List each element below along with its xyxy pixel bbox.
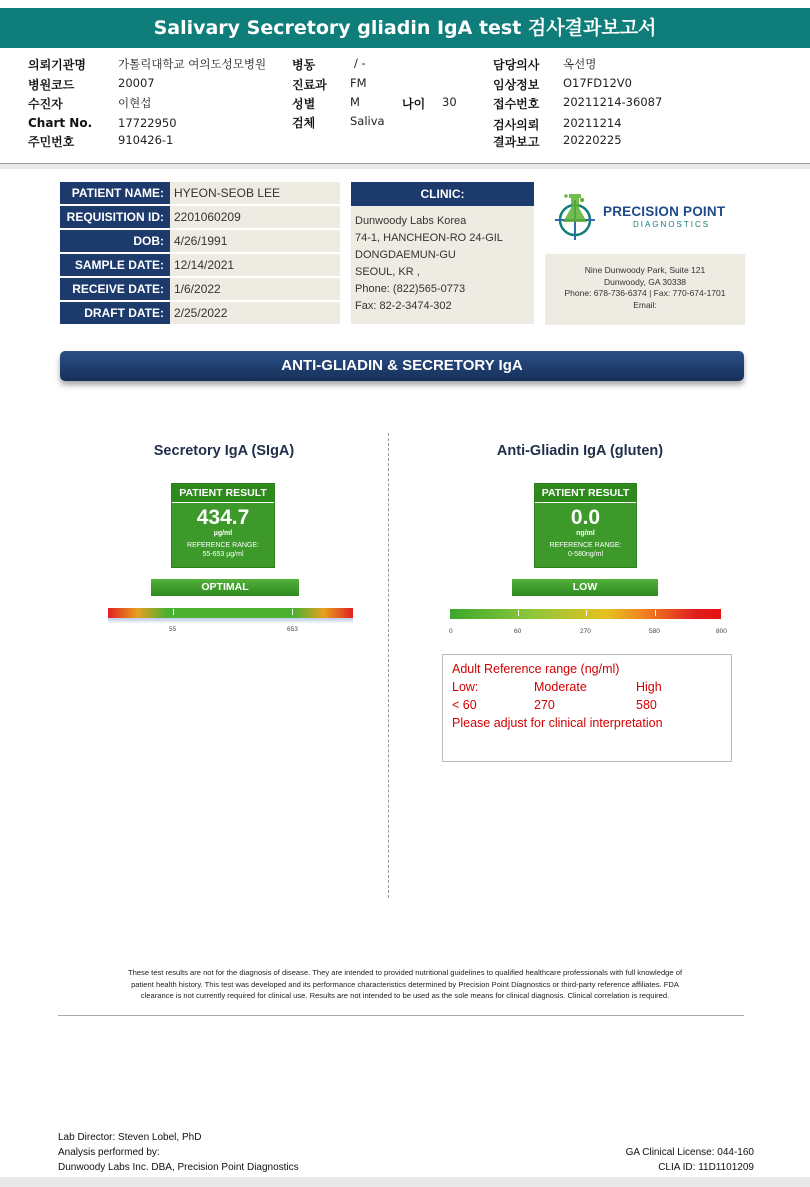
footer-left	[58, 1130, 299, 1175]
siga-result-box	[171, 483, 275, 568]
patient-name-label: PATIENT NAME:	[60, 182, 170, 204]
reference-cell: High	[636, 680, 662, 694]
column-divider	[388, 433, 389, 898]
header-value: 이현섭	[118, 96, 152, 110]
clinic-line: Phone: (822)565-0773	[355, 283, 466, 295]
header-value: O17FD12V0	[563, 76, 632, 90]
tick-mark	[655, 610, 656, 616]
tick-label: 60	[514, 628, 522, 635]
lab-company: Dunwoody Labs Inc. DBA, Precision Point Diagnostics	[58, 1162, 299, 1173]
header-label: 진료과	[292, 78, 327, 92]
header-label: 주민번호	[28, 135, 75, 149]
header-label: 병원코드	[28, 78, 75, 92]
report-title: Salivary Secretory gliadin IgA test 검사결과보고서	[0, 8, 810, 48]
header-label: 수진자	[28, 97, 63, 111]
tick-label: 800	[716, 628, 727, 635]
tick-label: 653	[287, 626, 298, 633]
reference-range-label: REFERENCE RANGE:	[187, 542, 259, 549]
reference-range-label: REFERENCE RANGE:	[549, 542, 622, 549]
gliadin-result-value: 0.0	[570, 506, 601, 529]
header-value: 910426-1	[118, 133, 174, 147]
tick-label: 55	[169, 626, 177, 633]
tick-mark	[586, 610, 587, 616]
analysis-label: Analysis performed by:	[58, 1147, 160, 1158]
gliadin-result-box	[534, 483, 637, 568]
age-value: 30	[442, 95, 457, 109]
requisition-id-label: REQUISITION ID:	[60, 206, 170, 228]
header-value: 20220225	[563, 133, 622, 147]
siga-status-tag: OPTIMAL	[151, 579, 299, 596]
reference-cell: 270	[534, 698, 555, 712]
footer-right	[560, 1145, 754, 1175]
reference-cell: 580	[636, 698, 657, 712]
gliadin-status-tag: LOW	[512, 579, 658, 596]
header-shadow	[0, 164, 810, 169]
reference-cell: < 60	[452, 698, 477, 712]
receive-date-label: RECEIVE DATE:	[60, 278, 170, 300]
lab-logo-sub: DIAGNOSTICS	[632, 220, 711, 229]
header-value: 가톨릭대학교 여의도성모병원	[118, 57, 267, 71]
result-unit: µg/ml	[213, 530, 233, 537]
header-label: 의뢰기관명	[28, 58, 86, 72]
header-label: Chart No.	[28, 116, 93, 130]
reference-cell: Moderate	[534, 680, 587, 694]
tick-mark	[292, 609, 293, 615]
lab-address-line: Nine Dunwoody Park, Suite 121	[584, 265, 706, 275]
tick-mark	[173, 609, 174, 615]
header-label: 결과보고	[493, 135, 540, 149]
reference-range-box	[442, 654, 732, 762]
tick-label: 270	[580, 628, 591, 635]
clinic-line: SEOUL, KR ,	[355, 266, 420, 278]
result-unit: ng/ml	[576, 530, 595, 537]
reference-range-value: 55-653 µg/ml	[202, 551, 244, 558]
siga-gradient-bar	[108, 608, 353, 618]
reference-row	[452, 678, 722, 696]
header-label: 병동	[292, 58, 316, 72]
header-label: 담당의사	[493, 58, 540, 72]
lab-logo-name: PRECISION POINT	[603, 204, 726, 219]
header-value: 20211214	[563, 116, 622, 130]
header-value: 17722950	[118, 116, 177, 130]
clinic-line: Fax: 82-2-3474-302	[355, 300, 452, 312]
clinical-license: GA Clinical License: 044-160	[625, 1147, 754, 1158]
requisition-id-value: 2201060209	[170, 206, 340, 228]
patient-name-value: HYEON-SEOB LEE	[170, 182, 340, 204]
reference-range-value: 0-580ng/ml	[567, 551, 604, 558]
dob-label: DOB:	[60, 230, 170, 252]
header-label: 검체	[292, 116, 316, 130]
tick-mark	[518, 610, 519, 616]
result-heading: PATIENT RESULT	[172, 484, 274, 503]
clinic-line: 74-1, HANCHEON-RO 24-GIL	[355, 232, 503, 244]
siga-result-value: 434.7	[196, 506, 250, 529]
header-label: 성별	[292, 97, 316, 111]
reference-heading: Adult Reference range (ng/ml)	[452, 662, 620, 676]
clinic-address	[351, 206, 534, 324]
flask-logo-icon	[552, 190, 598, 242]
reference-cell: Low:	[452, 680, 479, 694]
header-value: M	[350, 95, 360, 109]
page-bottom-strip	[0, 1177, 810, 1187]
siga-bar-reflection	[108, 618, 353, 624]
header-value: Saliva	[350, 114, 385, 128]
draft-date-value: 2/25/2022	[170, 302, 340, 324]
clinic-heading: CLINIC:	[351, 182, 534, 206]
sample-date-value: 12/14/2021	[170, 254, 340, 276]
clinic-line: Dunwoody Labs Korea	[355, 215, 467, 227]
lab-address-line: Phone: 678-736-6374 | Fax: 770-674-1701	[564, 288, 726, 298]
header-label: 접수번호	[493, 97, 540, 111]
lab-address	[545, 254, 745, 325]
header-value: 옥선명	[563, 57, 597, 71]
section-banner: ANTI-GLIADIN & SECRETORY IgA	[60, 351, 744, 381]
tick-label: 0	[449, 628, 453, 635]
disclaimer-line: patient health history. This test was developed and its performance characteristics determined by Precision Point Diagnostics or third-party reference affiliates. FDA	[131, 979, 679, 989]
receive-date-value: 1/6/2022	[170, 278, 340, 300]
disclaimer-line: These test results are not for the diagnosis of disease. They are intended to provided nutritional guidelines to qualified healthcare professionals with full knowledge of	[127, 968, 683, 977]
gliadin-title: Anti-Gliadin IgA (gluten)	[496, 443, 664, 459]
disclaimer	[62, 967, 748, 1002]
tick-label: 580	[649, 628, 660, 635]
result-heading: PATIENT RESULT	[535, 484, 636, 503]
lab-director: Lab Director: Steven Lobel, PhD	[58, 1132, 202, 1143]
reference-note: Please adjust for clinical interpretation	[452, 716, 663, 730]
clia-id: CLIA ID: 11D1101209	[658, 1162, 754, 1173]
header-value: / -	[354, 56, 366, 70]
disclaimer-line: clearance is not currently required for clinical use. Results are not intended to be used as the sole means for clinical diagnosis. Clinical correlation is required.	[140, 991, 670, 1000]
header-label: 임상정보	[493, 78, 540, 92]
draft-date-label: DRAFT DATE:	[60, 302, 170, 324]
header-value: 20007	[118, 76, 155, 90]
siga-title: Secretory IgA (SIgA)	[153, 443, 295, 459]
clinic-line: DONGDAEMUN-GU	[355, 249, 456, 261]
lab-address-line: Dunwoody, GA 30338	[603, 276, 687, 287]
header-value: 20211214-36087	[563, 95, 663, 109]
reference-row	[452, 696, 722, 714]
header-value: FM	[350, 76, 367, 90]
age-label: 나이	[402, 97, 426, 111]
sample-date-label: SAMPLE DATE:	[60, 254, 170, 276]
lab-address-line: Email:	[633, 299, 657, 310]
dob-value: 4/26/1991	[170, 230, 340, 252]
disclaimer-divider	[58, 1015, 744, 1016]
header-label: 검사의뢰	[493, 118, 540, 132]
